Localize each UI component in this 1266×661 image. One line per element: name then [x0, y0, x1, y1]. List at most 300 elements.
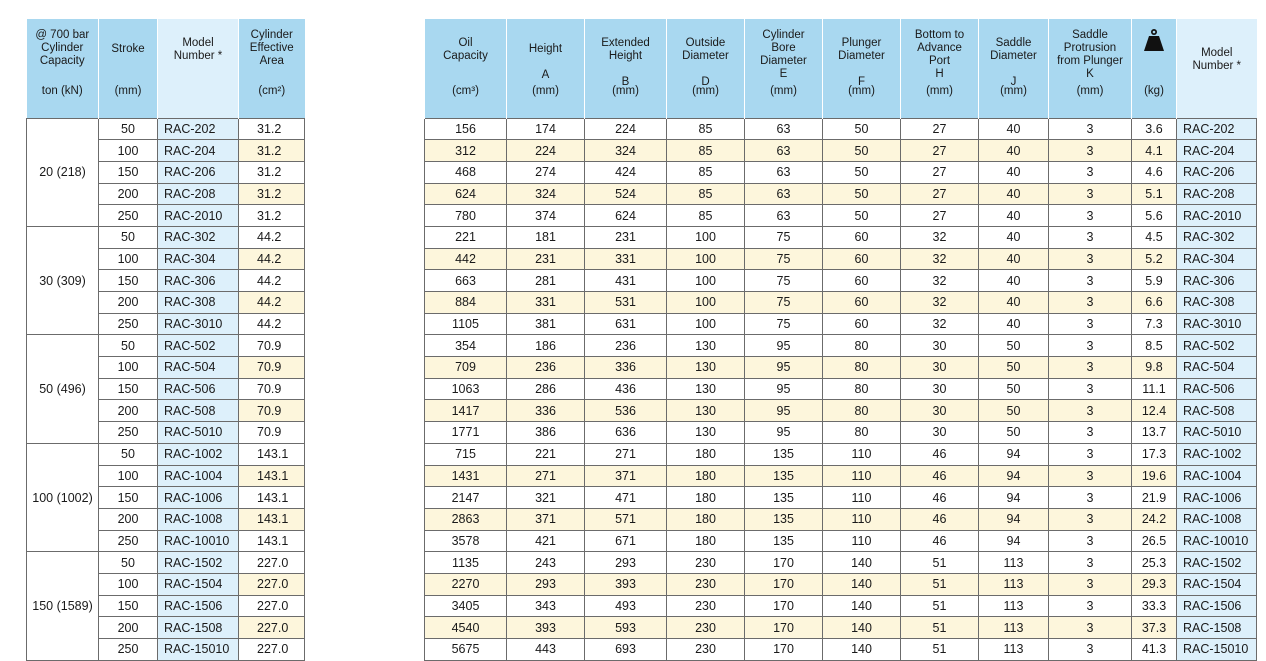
height-cell: 381 — [507, 313, 585, 335]
saddle-diameter-cell: 40 — [979, 183, 1049, 205]
bore-diameter-cell: 95 — [745, 357, 823, 379]
table-gap — [305, 443, 425, 465]
stroke-cell: 100 — [99, 573, 158, 595]
table-gap — [305, 313, 425, 335]
plunger-diameter-cell: 60 — [823, 270, 901, 292]
effective-area-cell: 227.0 — [239, 552, 305, 574]
outside-diameter-cell: 85 — [667, 205, 745, 227]
effective-area-cell: 31.2 — [239, 140, 305, 162]
header-saddle-protrusion: Saddle Protrusion from Plunger K (mm) — [1049, 19, 1132, 118]
saddle-diameter-cell: 94 — [979, 443, 1049, 465]
saddle-diameter-cell: 94 — [979, 530, 1049, 552]
saddle-protrusion-cell: 3 — [1049, 443, 1132, 465]
model-number-cell: RAC-502 — [1177, 335, 1257, 357]
bore-diameter-cell: 170 — [745, 617, 823, 639]
outside-diameter-cell: 100 — [667, 248, 745, 270]
plunger-diameter-cell: 140 — [823, 617, 901, 639]
extended-height-cell: 524 — [585, 183, 667, 205]
table-row — [27, 422, 1257, 444]
height-cell: 236 — [507, 357, 585, 379]
plunger-diameter-cell: 60 — [823, 248, 901, 270]
stroke-cell: 250 — [99, 205, 158, 227]
saddle-protrusion-cell: 3 — [1049, 226, 1132, 248]
bottom-to-port-cell: 30 — [901, 357, 979, 379]
extended-height-cell: 293 — [585, 552, 667, 574]
header-weight: (kg) — [1132, 19, 1177, 118]
outside-diameter-cell: 180 — [667, 487, 745, 509]
header-oil-capacity: Oil Capacity (cm³) — [425, 19, 507, 118]
oil-capacity-cell: 3405 — [425, 595, 507, 617]
saddle-protrusion-cell: 3 — [1049, 530, 1132, 552]
saddle-protrusion-cell: 3 — [1049, 248, 1132, 270]
stroke-cell: 200 — [99, 617, 158, 639]
table-gap — [305, 292, 425, 314]
cylinder-spec-table — [26, 19, 1257, 661]
table-row — [27, 552, 1257, 574]
outside-diameter-cell: 180 — [667, 465, 745, 487]
table-gap — [305, 487, 425, 509]
table-gap — [305, 226, 425, 248]
table-row — [27, 443, 1257, 465]
outside-diameter-cell: 100 — [667, 270, 745, 292]
bottom-to-port-cell: 30 — [901, 378, 979, 400]
plunger-diameter-cell: 80 — [823, 422, 901, 444]
weight-cell: 4.5 — [1132, 226, 1177, 248]
saddle-diameter-cell: 50 — [979, 422, 1049, 444]
table-gap — [305, 357, 425, 379]
saddle-protrusion-cell: 3 — [1049, 465, 1132, 487]
saddle-protrusion-cell: 3 — [1049, 595, 1132, 617]
table-row — [27, 530, 1257, 552]
extended-height-cell: 693 — [585, 639, 667, 661]
model-number-cell: RAC-306 — [1177, 270, 1257, 292]
bottom-to-port-cell: 27 — [901, 140, 979, 162]
bottom-to-port-cell: 46 — [901, 487, 979, 509]
extended-height-cell: 236 — [585, 335, 667, 357]
weight-cell: 25.3 — [1132, 552, 1177, 574]
header-saddle-diameter: Saddle Diameter J (mm) — [979, 19, 1049, 118]
table-row — [27, 248, 1257, 270]
saddle-protrusion-cell: 3 — [1049, 487, 1132, 509]
model-number-cell: RAC-1508 — [158, 617, 239, 639]
table-gap — [305, 19, 425, 118]
bottom-to-port-cell: 46 — [901, 443, 979, 465]
outside-diameter-cell: 180 — [667, 443, 745, 465]
plunger-diameter-cell: 110 — [823, 508, 901, 530]
model-number-cell: RAC-302 — [1177, 226, 1257, 248]
bore-diameter-cell: 63 — [745, 205, 823, 227]
extended-height-cell: 471 — [585, 487, 667, 509]
oil-capacity-cell: 2147 — [425, 487, 507, 509]
height-cell: 271 — [507, 465, 585, 487]
extended-height-cell: 493 — [585, 595, 667, 617]
weight-icon — [1142, 28, 1166, 56]
height-cell: 324 — [507, 183, 585, 205]
bore-diameter-cell: 95 — [745, 378, 823, 400]
bore-diameter-cell: 63 — [745, 140, 823, 162]
table-gap — [305, 552, 425, 574]
saddle-diameter-cell: 94 — [979, 508, 1049, 530]
saddle-protrusion-cell: 3 — [1049, 639, 1132, 661]
bottom-to-port-cell: 32 — [901, 270, 979, 292]
extended-height-cell: 571 — [585, 508, 667, 530]
saddle-diameter-cell: 50 — [979, 400, 1049, 422]
plunger-diameter-cell: 50 — [823, 205, 901, 227]
plunger-diameter-cell: 110 — [823, 465, 901, 487]
model-number-cell: RAC-3010 — [158, 313, 239, 335]
model-number-cell: RAC-1006 — [158, 487, 239, 509]
saddle-diameter-cell: 113 — [979, 552, 1049, 574]
header-model-number-left: Model Number * — [158, 19, 239, 118]
table-header — [27, 19, 1257, 118]
model-number-cell: RAC-508 — [1177, 400, 1257, 422]
effective-area-cell: 70.9 — [239, 400, 305, 422]
extended-height-cell: 324 — [585, 140, 667, 162]
oil-capacity-cell: 624 — [425, 183, 507, 205]
weight-cell: 7.3 — [1132, 313, 1177, 335]
weight-cell: 5.6 — [1132, 205, 1177, 227]
bore-diameter-cell: 75 — [745, 292, 823, 314]
model-number-cell: RAC-2010 — [1177, 205, 1257, 227]
header-height: Height A (mm) — [507, 19, 585, 118]
saddle-diameter-cell: 40 — [979, 118, 1049, 140]
bore-diameter-cell: 95 — [745, 422, 823, 444]
outside-diameter-cell: 130 — [667, 378, 745, 400]
height-cell: 321 — [507, 487, 585, 509]
stroke-cell: 200 — [99, 508, 158, 530]
bottom-to-port-cell: 32 — [901, 248, 979, 270]
weight-cell: 29.3 — [1132, 573, 1177, 595]
extended-height-cell: 593 — [585, 617, 667, 639]
height-cell: 293 — [507, 573, 585, 595]
model-number-cell: RAC-302 — [158, 226, 239, 248]
saddle-protrusion-cell: 3 — [1049, 400, 1132, 422]
plunger-diameter-cell: 110 — [823, 487, 901, 509]
bottom-to-port-cell: 46 — [901, 508, 979, 530]
oil-capacity-cell: 1771 — [425, 422, 507, 444]
plunger-diameter-cell: 140 — [823, 552, 901, 574]
saddle-protrusion-cell: 3 — [1049, 118, 1132, 140]
extended-height-cell: 636 — [585, 422, 667, 444]
bore-diameter-cell: 75 — [745, 270, 823, 292]
bore-diameter-cell: 63 — [745, 118, 823, 140]
model-number-cell: RAC-1004 — [158, 465, 239, 487]
model-number-cell: RAC-308 — [158, 292, 239, 314]
model-number-cell: RAC-1506 — [1177, 595, 1257, 617]
height-cell: 331 — [507, 292, 585, 314]
extended-height-cell: 393 — [585, 573, 667, 595]
table-gap — [305, 422, 425, 444]
stroke-cell: 150 — [99, 595, 158, 617]
oil-capacity-cell: 780 — [425, 205, 507, 227]
bottom-to-port-cell: 51 — [901, 595, 979, 617]
extended-height-cell: 436 — [585, 378, 667, 400]
stroke-cell: 150 — [99, 161, 158, 183]
model-number-cell: RAC-1008 — [1177, 508, 1257, 530]
height-cell: 281 — [507, 270, 585, 292]
extended-height-cell: 431 — [585, 270, 667, 292]
height-cell: 243 — [507, 552, 585, 574]
capacity-cell: 50 (496) — [27, 335, 99, 443]
model-number-cell: RAC-1502 — [158, 552, 239, 574]
height-cell: 374 — [507, 205, 585, 227]
bore-diameter-cell: 170 — [745, 639, 823, 661]
weight-cell: 19.6 — [1132, 465, 1177, 487]
weight-cell: 17.3 — [1132, 443, 1177, 465]
model-number-cell: RAC-202 — [158, 118, 239, 140]
plunger-diameter-cell: 60 — [823, 226, 901, 248]
oil-capacity-cell: 468 — [425, 161, 507, 183]
table-row — [27, 378, 1257, 400]
bore-diameter-cell: 135 — [745, 443, 823, 465]
height-cell: 443 — [507, 639, 585, 661]
plunger-diameter-cell: 110 — [823, 530, 901, 552]
outside-diameter-cell: 130 — [667, 335, 745, 357]
table-gap — [305, 335, 425, 357]
oil-capacity-cell: 354 — [425, 335, 507, 357]
height-cell: 393 — [507, 617, 585, 639]
extended-height-cell: 331 — [585, 248, 667, 270]
table-body — [27, 118, 1257, 660]
weight-cell: 5.2 — [1132, 248, 1177, 270]
table-gap — [305, 573, 425, 595]
outside-diameter-cell: 180 — [667, 530, 745, 552]
table-row — [27, 292, 1257, 314]
weight-cell: 33.3 — [1132, 595, 1177, 617]
stroke-cell: 100 — [99, 248, 158, 270]
table-row — [27, 487, 1257, 509]
saddle-protrusion-cell: 3 — [1049, 552, 1132, 574]
table-gap — [305, 270, 425, 292]
outside-diameter-cell: 130 — [667, 357, 745, 379]
bore-diameter-cell: 135 — [745, 508, 823, 530]
table-row — [27, 118, 1257, 140]
height-cell: 186 — [507, 335, 585, 357]
table-row — [27, 161, 1257, 183]
effective-area-cell: 227.0 — [239, 573, 305, 595]
capacity-cell: 100 (1002) — [27, 443, 99, 551]
effective-area-cell: 227.0 — [239, 595, 305, 617]
spec-table-wrapper — [26, 19, 1257, 661]
oil-capacity-cell: 1431 — [425, 465, 507, 487]
weight-cell: 13.7 — [1132, 422, 1177, 444]
bottom-to-port-cell: 30 — [901, 335, 979, 357]
model-number-cell: RAC-1008 — [158, 508, 239, 530]
height-cell: 286 — [507, 378, 585, 400]
saddle-diameter-cell: 40 — [979, 226, 1049, 248]
table-gap — [305, 378, 425, 400]
extended-height-cell: 531 — [585, 292, 667, 314]
effective-area-cell: 44.2 — [239, 248, 305, 270]
bottom-to-port-cell: 32 — [901, 226, 979, 248]
model-number-cell: RAC-10010 — [1177, 530, 1257, 552]
oil-capacity-cell: 312 — [425, 140, 507, 162]
saddle-diameter-cell: 40 — [979, 140, 1049, 162]
plunger-diameter-cell: 80 — [823, 357, 901, 379]
stroke-cell: 50 — [99, 443, 158, 465]
weight-cell: 12.4 — [1132, 400, 1177, 422]
model-number-cell: RAC-3010 — [1177, 313, 1257, 335]
model-number-cell: RAC-1006 — [1177, 487, 1257, 509]
extended-height-cell: 424 — [585, 161, 667, 183]
weight-cell: 21.9 — [1132, 487, 1177, 509]
oil-capacity-cell: 2863 — [425, 508, 507, 530]
weight-cell: 11.1 — [1132, 378, 1177, 400]
plunger-diameter-cell: 60 — [823, 292, 901, 314]
extended-height-cell: 536 — [585, 400, 667, 422]
stroke-cell: 200 — [99, 292, 158, 314]
model-number-cell: RAC-15010 — [158, 639, 239, 661]
saddle-diameter-cell: 113 — [979, 573, 1049, 595]
model-number-cell: RAC-1504 — [1177, 573, 1257, 595]
saddle-protrusion-cell: 3 — [1049, 313, 1132, 335]
bore-diameter-cell: 170 — [745, 552, 823, 574]
model-number-cell: RAC-204 — [1177, 140, 1257, 162]
oil-capacity-cell: 156 — [425, 118, 507, 140]
model-number-cell: RAC-5010 — [1177, 422, 1257, 444]
weight-cell: 4.1 — [1132, 140, 1177, 162]
table-gap — [305, 465, 425, 487]
outside-diameter-cell: 85 — [667, 140, 745, 162]
saddle-diameter-cell: 94 — [979, 487, 1049, 509]
saddle-protrusion-cell: 3 — [1049, 508, 1132, 530]
bottom-to-port-cell: 46 — [901, 465, 979, 487]
table-row — [27, 270, 1257, 292]
weight-cell: 5.9 — [1132, 270, 1177, 292]
saddle-protrusion-cell: 3 — [1049, 617, 1132, 639]
oil-capacity-cell: 4540 — [425, 617, 507, 639]
table-row — [27, 313, 1257, 335]
oil-capacity-cell: 663 — [425, 270, 507, 292]
plunger-diameter-cell: 50 — [823, 161, 901, 183]
stroke-cell: 50 — [99, 118, 158, 140]
oil-capacity-cell: 884 — [425, 292, 507, 314]
stroke-cell: 100 — [99, 465, 158, 487]
oil-capacity-cell: 709 — [425, 357, 507, 379]
model-number-cell: RAC-1002 — [158, 443, 239, 465]
bottom-to-port-cell: 32 — [901, 313, 979, 335]
extended-height-cell: 371 — [585, 465, 667, 487]
effective-area-cell: 70.9 — [239, 422, 305, 444]
saddle-protrusion-cell: 3 — [1049, 140, 1132, 162]
bore-diameter-cell: 95 — [745, 400, 823, 422]
effective-area-cell: 143.1 — [239, 487, 305, 509]
effective-area-cell: 143.1 — [239, 465, 305, 487]
table-row — [27, 226, 1257, 248]
bottom-to-port-cell: 51 — [901, 639, 979, 661]
outside-diameter-cell: 85 — [667, 161, 745, 183]
effective-area-cell: 31.2 — [239, 205, 305, 227]
outside-diameter-cell: 230 — [667, 573, 745, 595]
saddle-protrusion-cell: 3 — [1049, 357, 1132, 379]
model-number-cell: RAC-506 — [1177, 378, 1257, 400]
height-cell: 386 — [507, 422, 585, 444]
model-number-cell: RAC-206 — [1177, 161, 1257, 183]
saddle-diameter-cell: 94 — [979, 465, 1049, 487]
effective-area-cell: 44.2 — [239, 292, 305, 314]
effective-area-cell: 70.9 — [239, 378, 305, 400]
saddle-diameter-cell: 40 — [979, 161, 1049, 183]
header-stroke: Stroke (mm) — [99, 19, 158, 118]
oil-capacity-cell: 1105 — [425, 313, 507, 335]
model-number-cell: RAC-1002 — [1177, 443, 1257, 465]
stroke-cell: 150 — [99, 270, 158, 292]
bottom-to-port-cell: 30 — [901, 422, 979, 444]
model-number-cell: RAC-208 — [1177, 183, 1257, 205]
oil-capacity-cell: 2270 — [425, 573, 507, 595]
table-gap — [305, 205, 425, 227]
model-number-cell: RAC-204 — [158, 140, 239, 162]
table-row — [27, 639, 1257, 661]
effective-area-cell: 44.2 — [239, 226, 305, 248]
weight-cell: 24.2 — [1132, 508, 1177, 530]
saddle-protrusion-cell: 3 — [1049, 292, 1132, 314]
header-extended-height: Extended Height B (mm) — [585, 19, 667, 118]
height-cell: 421 — [507, 530, 585, 552]
plunger-diameter-cell: 50 — [823, 118, 901, 140]
plunger-diameter-cell: 140 — [823, 573, 901, 595]
table-gap — [305, 161, 425, 183]
bore-diameter-cell: 170 — [745, 573, 823, 595]
height-cell: 371 — [507, 508, 585, 530]
capacity-cell: 20 (218) — [27, 118, 99, 226]
stroke-cell: 250 — [99, 313, 158, 335]
outside-diameter-cell: 100 — [667, 292, 745, 314]
effective-area-cell: 70.9 — [239, 357, 305, 379]
bottom-to-port-cell: 27 — [901, 205, 979, 227]
height-cell: 224 — [507, 140, 585, 162]
oil-capacity-cell: 1063 — [425, 378, 507, 400]
model-number-cell: RAC-504 — [1177, 357, 1257, 379]
extended-height-cell: 624 — [585, 205, 667, 227]
stroke-cell: 50 — [99, 226, 158, 248]
extended-height-cell: 631 — [585, 313, 667, 335]
effective-area-cell: 143.1 — [239, 508, 305, 530]
table-row — [27, 573, 1257, 595]
extended-height-cell: 224 — [585, 118, 667, 140]
bottom-to-port-cell: 51 — [901, 552, 979, 574]
table-gap — [305, 530, 425, 552]
header-model-number-right: Model Number * — [1177, 19, 1257, 118]
saddle-protrusion-cell: 3 — [1049, 422, 1132, 444]
saddle-protrusion-cell: 3 — [1049, 335, 1132, 357]
effective-area-cell: 44.2 — [239, 313, 305, 335]
oil-capacity-cell: 3578 — [425, 530, 507, 552]
model-number-cell: RAC-308 — [1177, 292, 1257, 314]
table-row — [27, 508, 1257, 530]
table-gap — [305, 617, 425, 639]
bottom-to-port-cell: 27 — [901, 118, 979, 140]
saddle-diameter-cell: 40 — [979, 313, 1049, 335]
weight-cell: 41.3 — [1132, 639, 1177, 661]
model-number-cell: RAC-1506 — [158, 595, 239, 617]
saddle-diameter-cell: 113 — [979, 595, 1049, 617]
oil-capacity-cell: 715 — [425, 443, 507, 465]
bottom-to-port-cell: 32 — [901, 292, 979, 314]
stroke-cell: 200 — [99, 400, 158, 422]
plunger-diameter-cell: 80 — [823, 400, 901, 422]
bore-diameter-cell: 135 — [745, 465, 823, 487]
bottom-to-port-cell: 51 — [901, 573, 979, 595]
effective-area-cell: 31.2 — [239, 183, 305, 205]
weight-cell: 9.8 — [1132, 357, 1177, 379]
bore-diameter-cell: 63 — [745, 161, 823, 183]
saddle-diameter-cell: 50 — [979, 357, 1049, 379]
saddle-diameter-cell: 113 — [979, 617, 1049, 639]
table-row — [27, 595, 1257, 617]
table-row — [27, 205, 1257, 227]
weight-cell: 5.1 — [1132, 183, 1177, 205]
